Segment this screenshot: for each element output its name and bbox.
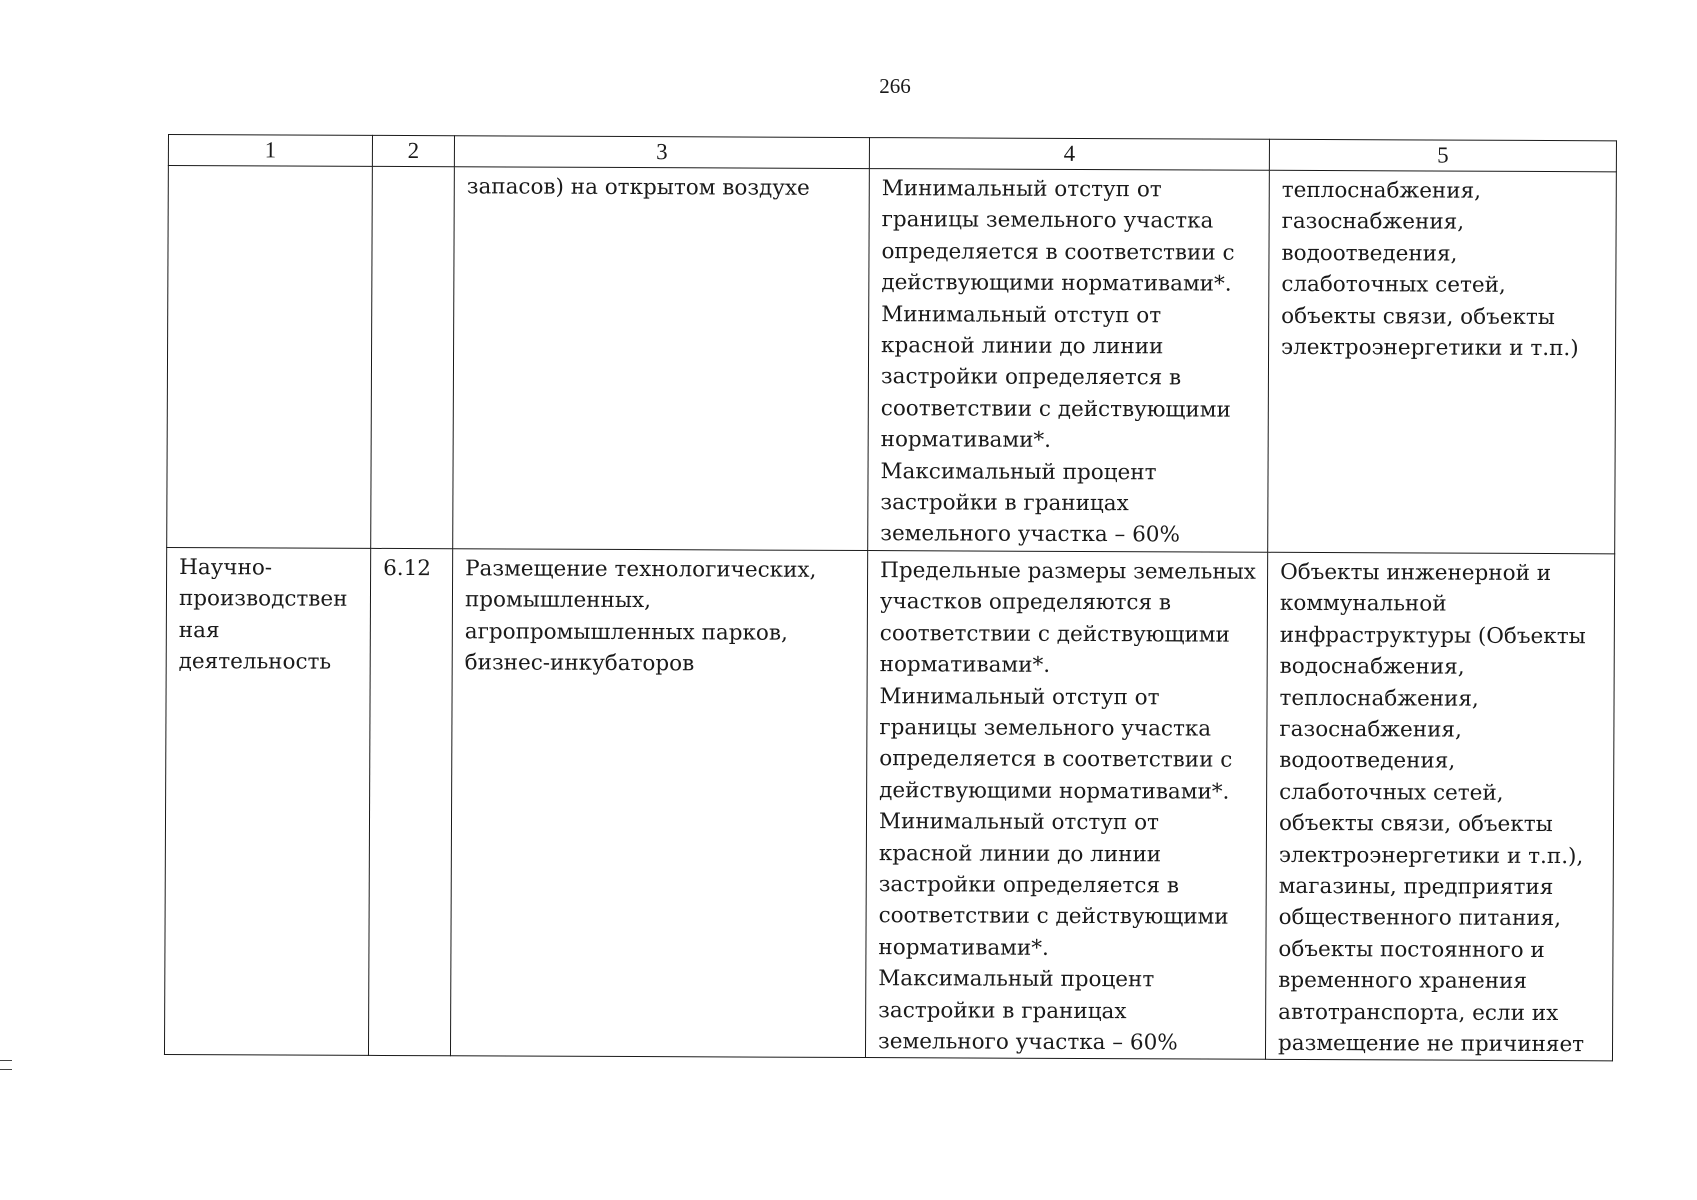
cell-parameters — [868, 169, 1270, 553]
cell-description — [453, 167, 870, 551]
cell-text-line: запасов) на открытом воздухе — [466, 174, 810, 201]
cell-parameters — [865, 550, 1267, 1059]
cell-text-line: Предельные размеры земельных — [880, 557, 1257, 585]
cell-text-line: застройки в границах — [880, 490, 1129, 517]
cell-text-line: теплоснабжения, — [1281, 177, 1482, 204]
regulations-table — [164, 134, 1617, 1062]
cell-text-line: Максимальный процент — [878, 966, 1155, 993]
cell-auxiliary-uses — [1265, 552, 1614, 1061]
cell-text-line: действующими нормативами*. — [881, 270, 1232, 297]
cell-text-line: временного хранения — [1278, 968, 1528, 995]
cell-text-line: слаботочных сетей, — [1281, 272, 1506, 299]
cell-text-line: определяется в соответствии с — [881, 238, 1235, 266]
cell-text-line: деятельность — [178, 649, 332, 675]
cell-text-line: земельного участка – 60% — [880, 521, 1180, 548]
cell-text-line: нормативами*. — [880, 427, 1052, 454]
cell-text-line: электроэнергетики и т.п.), — [1278, 842, 1584, 869]
cell-text-line: Научно- — [179, 554, 273, 581]
column-header: 5 — [1269, 139, 1616, 172]
cell-text-line: агропромышленных парков, — [464, 618, 788, 646]
cell-text-line: коммунальной — [1279, 591, 1447, 617]
cell-text-line: соответствии с действующими — [879, 620, 1230, 648]
column-header: 1 — [168, 135, 372, 167]
column-header: 4 — [869, 138, 1269, 171]
cell-text-line: промышленных, — [464, 587, 652, 614]
cell-text-line: ная — [178, 617, 220, 643]
cell-text-line: границы земельного участка — [881, 207, 1214, 234]
cell-code — [371, 166, 455, 548]
cell-text-line: электроэнергетики и т.п.) — [1281, 334, 1579, 362]
cell-text-line: слаботочных сетей, — [1279, 779, 1504, 806]
cell-text-line: объекты связи, объекты — [1278, 810, 1553, 838]
cell-text-line: объекты связи, объекты — [1281, 303, 1556, 330]
cell-text-line: действующими нормативами*. — [879, 777, 1230, 805]
cell-text-line: газоснабжения, — [1279, 716, 1462, 743]
cell-text-line: размещение не причиняет — [1277, 1030, 1585, 1058]
cell-text-line: Размещение технологических, — [465, 556, 817, 583]
cell-text-line: водоотведения, — [1281, 240, 1458, 267]
cell-text-line: земельного участка – 60% — [877, 1029, 1178, 1056]
cell-text-line: соответствии с действующими — [878, 903, 1229, 930]
cell-text-line: Минимальный отступ от — [881, 176, 1162, 203]
cell-text-line: теплоснабжения, — [1279, 685, 1479, 712]
cell-text-line: нормативами*. — [878, 934, 1049, 961]
page-number: 266 — [879, 74, 911, 98]
cell-text-line: объекты постоянного и — [1278, 936, 1545, 963]
cell-code — [368, 548, 452, 1056]
cell-text-line: соответствии с действующими — [880, 395, 1231, 423]
cell-text-line: газоснабжения, — [1281, 209, 1465, 236]
cell-text-line: Минимальный отступ от — [879, 683, 1160, 710]
cell-activity-type — [167, 166, 373, 549]
cell-text-line: магазины, предприятия — [1278, 873, 1554, 900]
cell-text-line: инфраструктуры (Объекты — [1279, 622, 1586, 649]
cell-text-line: Минимальный отступ от — [881, 301, 1162, 328]
cell-text-line: границы земельного участка — [879, 715, 1212, 742]
cell-text-line: водоснабжения, — [1279, 653, 1465, 680]
cell-text-line: 6.12 — [383, 555, 432, 582]
table-row — [167, 166, 1617, 554]
cell-text-line: красной линии до линии — [881, 333, 1164, 360]
cell-text-line: автотранспорта, если их — [1278, 999, 1559, 1026]
cell-text-line: водоотведения, — [1279, 748, 1456, 774]
table-row — [164, 547, 1614, 1061]
column-header: 2 — [372, 135, 454, 166]
cell-auxiliary-uses — [1268, 170, 1617, 553]
cell-activity-type — [164, 547, 370, 1055]
cell-text-line: бизнес-инкубаторов — [464, 650, 695, 677]
cell-text-line: производствен — [178, 586, 348, 613]
cell-text-line: застройки определяется в — [878, 872, 1180, 899]
cell-text-line: Объекты инженерной и — [1280, 559, 1552, 586]
cell-description — [450, 549, 867, 1058]
cell-text-line: Минимальный отступ от — [878, 809, 1160, 836]
cell-text-line: определяется в соответствии с — [879, 746, 1233, 773]
cell-text-line: участков определяются в — [879, 589, 1172, 616]
cell-text-line: общественного питания, — [1278, 905, 1562, 932]
cell-text-line: нормативами*. — [879, 652, 1051, 678]
column-header: 3 — [454, 136, 869, 169]
cell-text-line: Максимальный процент — [880, 458, 1157, 485]
cell-text-line: застройки определяется в — [880, 364, 1182, 391]
cell-text-line: застройки в границах — [878, 997, 1127, 1024]
cell-text-line: красной линии до линии — [878, 840, 1162, 867]
margin-marks — [0, 1060, 12, 1078]
